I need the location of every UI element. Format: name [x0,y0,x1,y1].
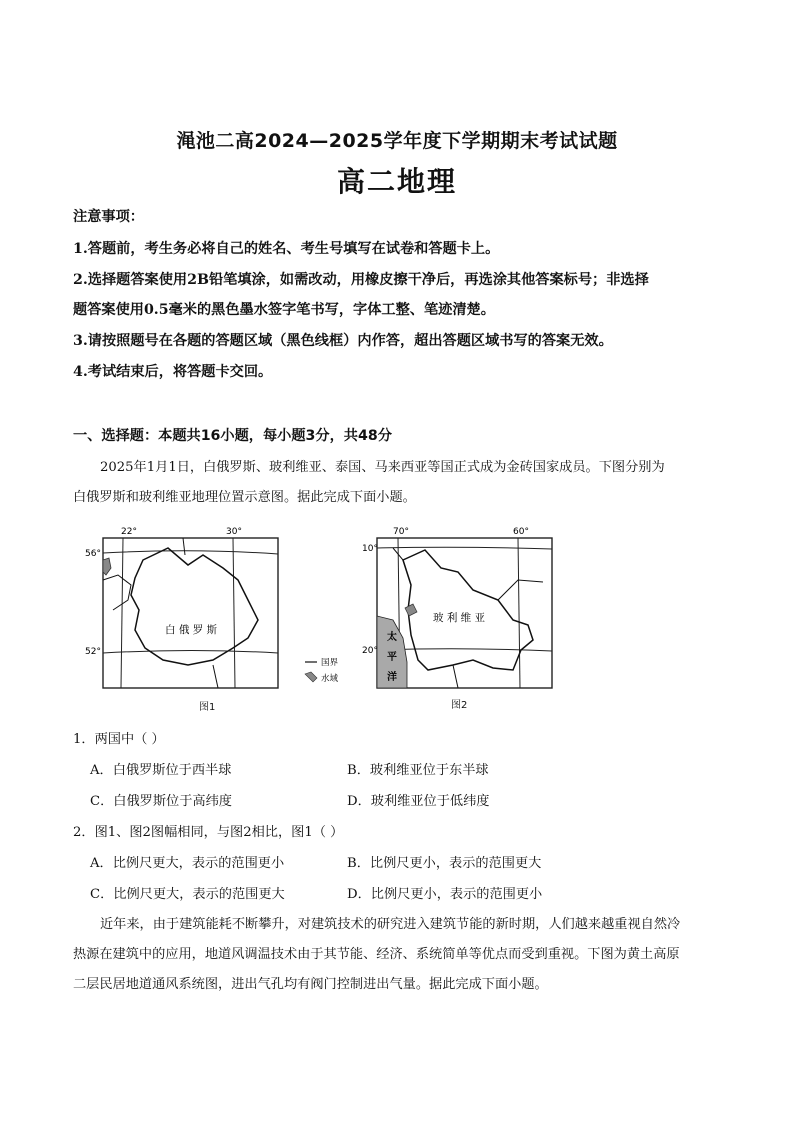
legend-border-label: 国界 [321,658,339,668]
map-figure [73,520,563,720]
lat-label-20: 20° [362,646,378,656]
question-1-option-d: D．玻利维亚位于低纬度 [347,794,490,809]
paragraph-line: 2025年1月1日，白俄罗斯、玻利维亚、泰国、马来西亚等国正式成为金砖国家成员。下图分别为 [100,460,665,475]
maps-svg [73,520,563,720]
paragraph-line: 近年来，由于建筑能耗不断攀升，对建筑技术的研究进入建筑节能的新时期，人们越来越重视自然冷 [100,917,681,932]
lat-label-52: 52° [85,647,101,657]
lat-label-10: 10° [362,544,378,554]
map-legend [305,658,339,684]
country-label-belarus: 白 俄 罗 斯 [165,624,218,636]
paragraph-line: 二层民居地道通风系统图，进出气孔均有阀门控制进出气量。据此完成下面小题。 [73,977,548,992]
ocean-label-char: 洋 [387,672,397,683]
question-2-stem: 2．图1、图2图幅相同，与图2相比，图1（ ） [73,825,344,840]
notice-item: 4.考试结束后，将答题卡交回。 [73,364,273,380]
question-1-option-c: C．白俄罗斯位于高纬度 [90,794,232,809]
paragraph-line: 热源在建筑中的应用，地道风调温技术由于其节能、经济、系统简单等优点而受到重视。下图为黄土高原 [73,947,680,962]
lon-label-22: 22° [121,527,137,537]
map-belarus [85,527,278,688]
map-bolivia [362,527,552,688]
legend-water-label: 水域 [321,674,339,684]
question-1-stem: 1．两国中（ ） [73,732,165,747]
notice-heading: 注意事项： [73,209,144,225]
intro-paragraph-1 [73,453,723,513]
lat-label-56: 56° [85,549,101,559]
map1-frame [103,538,278,688]
intro-paragraph-2 [73,910,723,1000]
figure-caption-1: 图1 [199,702,216,713]
country-label-bolivia: 玻 利 维 亚 [433,612,486,624]
paragraph-line: 白俄罗斯和玻利维亚地理位置示意图。据此完成下面小题。 [73,490,416,505]
lon-label-30: 30° [226,527,242,537]
figure-caption-2: 图2 [451,700,468,711]
question-2-option-c: C．比例尺更大，表示的范围更大 [90,887,285,902]
question-1-option-b: B．玻利维亚位于东半球 [347,763,489,778]
notice-item: 2.选择题答案使用2B铅笔填涂，如需改动，用橡皮擦干净后，再选涂其他答案标号；非选择 [73,272,649,288]
exam-title: 渑池二高2024—2025学年度下学期期末考试试题 [176,130,618,152]
notice-item: 1.答题前，考生务必将自己的姓名、考生号填写在试卷和答题卡上。 [73,241,500,257]
question-1-option-a: A．白俄罗斯位于西半球 [90,763,232,778]
section-heading: 一、选择题：本题共16小题，每小题3分，共48分 [73,428,392,444]
water-legend-icon [305,672,317,682]
notice-item: 题答案使用0.5毫米的黑色墨水签字笔书写，字体工整、笔迹清楚。 [73,302,495,318]
subject-title: 高二地理 [336,165,457,198]
ocean-label-char: 平 [387,652,397,663]
question-2-option-d: D．比例尺更小，表示的范围更小 [347,887,543,902]
question-2-option-b: B．比例尺更小，表示的范围更大 [347,856,542,871]
ocean-label-char: 太 [387,632,397,643]
lon-label-70: 70° [393,527,409,537]
question-2-option-a: A．比例尺更大，表示的范围更小 [90,856,285,871]
notice-item: 3.请按照题号在各题的答题区域（黑色线框）内作答，超出答题区域书写的答案无效。 [73,333,613,349]
lon-label-60: 60° [513,527,529,537]
